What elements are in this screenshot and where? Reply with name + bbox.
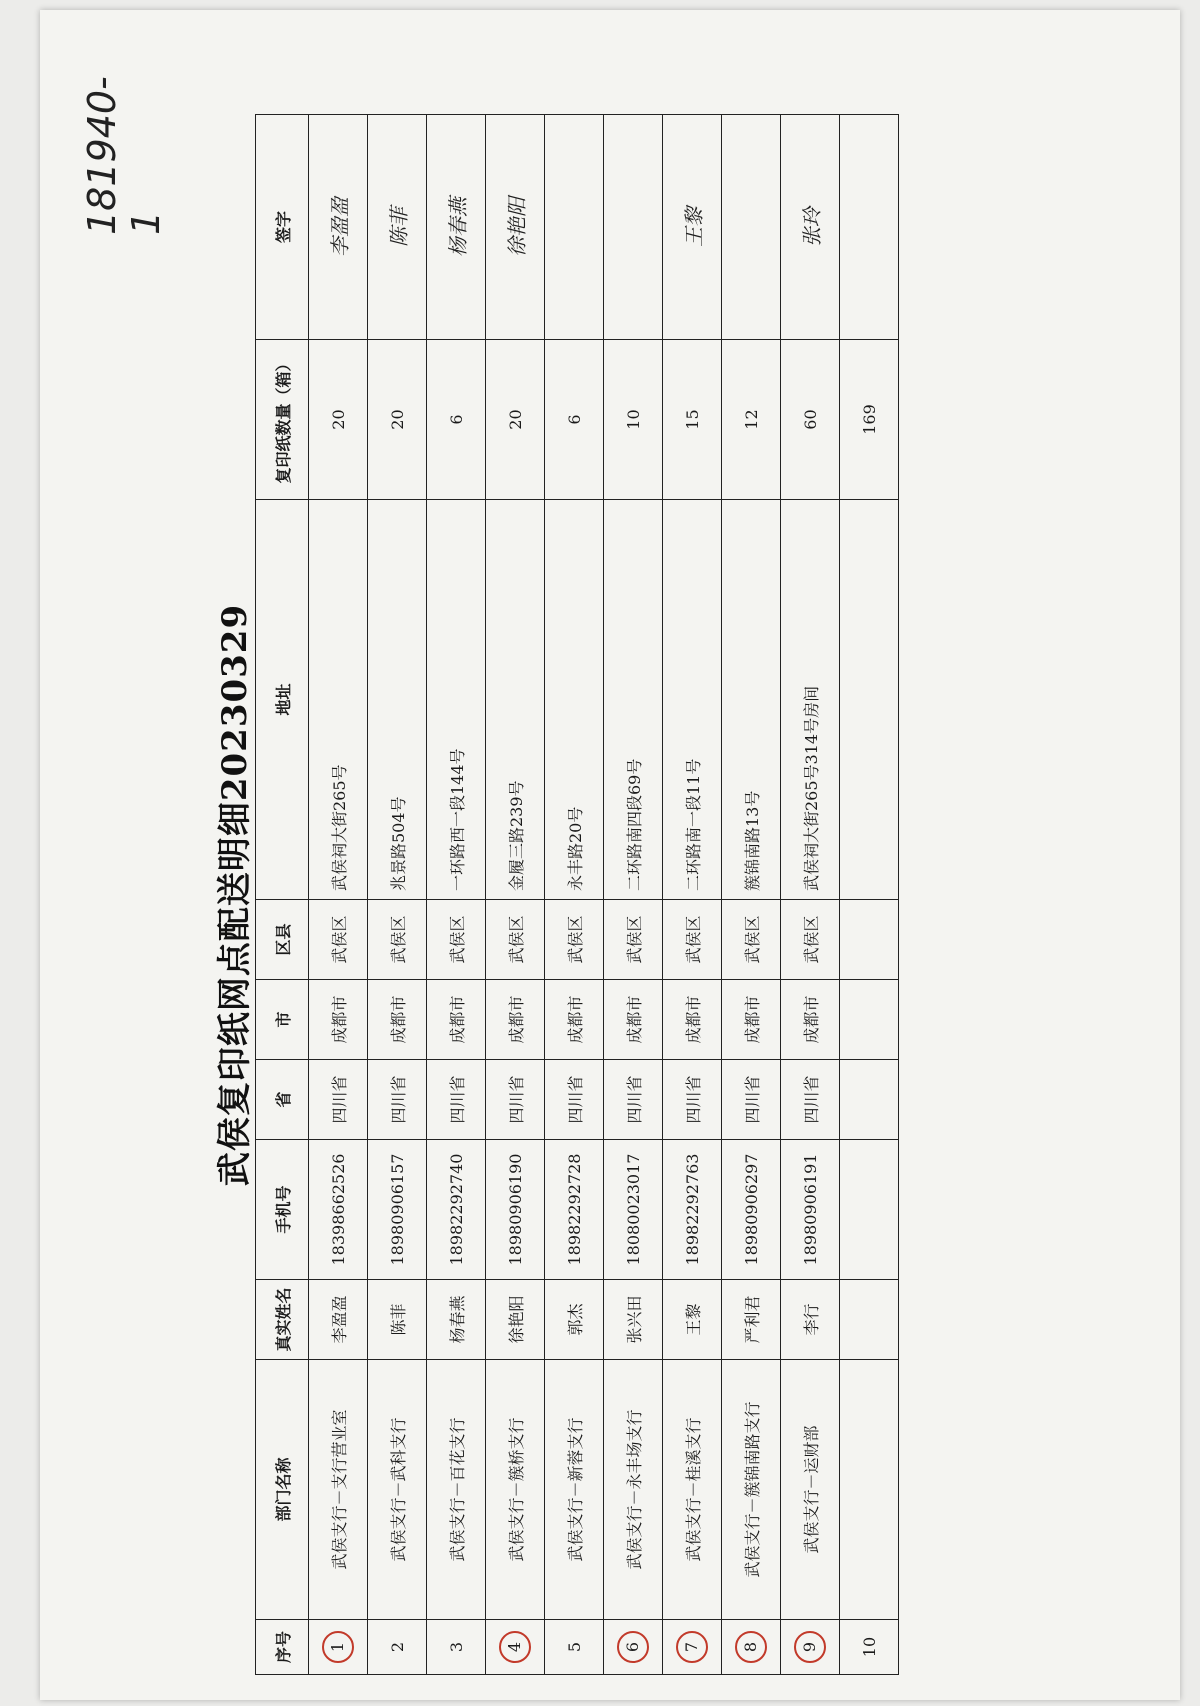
cell-qty-total: 169 [840,340,899,500]
cell-city: 成都市 [309,980,368,1060]
cell-signature [545,115,604,340]
circled-index: 6 [617,1631,649,1663]
cell-district: 武侯区 [781,900,840,980]
table-header-row [256,115,309,1675]
cell-province: 四川省 [545,1060,604,1140]
header-name: 真实姓名 [256,1280,309,1360]
circled-index: 7 [676,1631,708,1663]
cell-phone: 18398662526 [309,1140,368,1280]
header-district: 区县 [256,900,309,980]
cell-district: 武侯区 [545,900,604,980]
header-index: 序号 [256,1620,309,1675]
cell-dept: 武侯支行－百花支行 [427,1360,486,1620]
handwritten-signature: 王黎 [681,207,706,247]
table-row [722,115,781,1675]
cell-city: 成都市 [545,980,604,1060]
cell-address: 武侯祠大街265号314号房间 [781,500,840,900]
cell-dept: 武侯支行－簇锦南路支行 [722,1360,781,1620]
cell-index: 5 [545,1620,604,1675]
cell-name: 严利君 [722,1280,781,1360]
cell-address: 一环路西一段144号 [427,500,486,900]
cell-name: 李行 [781,1280,840,1360]
cell-district: 武侯区 [486,900,545,980]
cell-qty: 10 [604,340,663,500]
cell-district: 武侯区 [604,900,663,980]
cell-dept: 武侯支行－桂溪支行 [663,1360,722,1620]
handwritten-signature: 李盈盈 [327,197,352,257]
cell-district: 武侯区 [368,900,427,980]
paper-sheet [40,10,1180,1700]
cell-index [663,1620,722,1675]
circled-index: 8 [735,1631,767,1663]
cell-name: 杨春燕 [427,1280,486,1360]
cell-name: 王黎 [663,1280,722,1360]
cell-name: 李盈盈 [309,1280,368,1360]
cell-address [840,500,899,900]
cell-address: 兆景路504号 [368,500,427,900]
cell-province: 四川省 [722,1060,781,1140]
cell-address: 金履三路239号 [486,500,545,900]
cell-province: 四川省 [486,1060,545,1140]
cell-province: 四川省 [604,1060,663,1140]
header-dept: 部门名称 [256,1360,309,1620]
cell-dept: 武侯支行－武科支行 [368,1360,427,1620]
cell-province: 四川省 [427,1060,486,1140]
header-address: 地址 [256,500,309,900]
cell-name: 郭杰 [545,1280,604,1360]
cell-signature [427,115,486,340]
rotated-page [80,76,1200,1675]
cell-city: 成都市 [486,980,545,1060]
cell-index [781,1620,840,1675]
cell-index [722,1620,781,1675]
cell-name: 张兴田 [604,1280,663,1360]
cell-signature [781,115,840,340]
cell-signature [663,115,722,340]
circled-index: 9 [794,1631,826,1663]
header-qty: 复印纸数量（箱） [256,340,309,500]
cell-qty: 60 [781,340,840,500]
cell-phone: 18080023017 [604,1140,663,1280]
table-row [368,115,427,1675]
cell-district [840,900,899,980]
cell-province: 四川省 [663,1060,722,1140]
cell-index: 3 [427,1620,486,1675]
cell-name: 陈菲 [368,1280,427,1360]
cell-dept: 武侯支行－永丰场支行 [604,1360,663,1620]
cell-dept: 武侯支行－支行营业室 [309,1360,368,1620]
cell-city: 成都市 [722,980,781,1060]
cell-qty: 20 [309,340,368,500]
handwritten-signature: 张玲 [799,207,824,247]
cell-dept: 武侯支行－运财部 [781,1360,840,1620]
handwritten-signature: 徐艳阳 [504,197,529,257]
circled-index: 1 [322,1631,354,1663]
cell-index [486,1620,545,1675]
cell-name [840,1280,899,1360]
delivery-table [255,114,899,1675]
cell-phone: 18982292763 [663,1140,722,1280]
cell-signature [309,115,368,340]
cell-address: 二环路南一段11号 [663,500,722,900]
cell-district: 武侯区 [722,900,781,980]
cell-index: 10 [840,1620,899,1675]
cell-phone: 18980906191 [781,1140,840,1280]
cell-address: 永丰路20号 [545,500,604,900]
header-signature: 签字 [256,115,309,340]
document-title: 武侯复印纸网点配送明细20230329 [215,603,255,1187]
cell-address: 武侯祠大街265号 [309,500,368,900]
handwritten-signature: 杨春燕 [445,197,470,257]
handwritten-reference: 181940-1 [80,76,168,235]
table-row [604,115,663,1675]
cell-index [309,1620,368,1675]
handwritten-signature: 陈菲 [386,207,411,247]
cell-city: 成都市 [781,980,840,1060]
cell-index: 2 [368,1620,427,1675]
header-city: 市 [256,980,309,1060]
cell-province [840,1060,899,1140]
cell-dept: 武侯支行－新蓉支行 [545,1360,604,1620]
table-row [781,115,840,1675]
cell-district: 武侯区 [663,900,722,980]
cell-city: 成都市 [604,980,663,1060]
header-province: 省 [256,1060,309,1140]
cell-phone: 18980906297 [722,1140,781,1280]
cell-qty: 20 [368,340,427,500]
cell-signature [604,115,663,340]
table-row [427,115,486,1675]
circled-index: 4 [499,1631,531,1663]
cell-province: 四川省 [368,1060,427,1140]
cell-province: 四川省 [781,1060,840,1140]
cell-signature [368,115,427,340]
cell-phone: 18982292728 [545,1140,604,1280]
cell-address: 簇锦南路13号 [722,500,781,900]
cell-district: 武侯区 [427,900,486,980]
cell-qty: 6 [545,340,604,500]
cell-qty: 20 [486,340,545,500]
cell-index [604,1620,663,1675]
cell-signature [840,115,899,340]
cell-dept [840,1360,899,1620]
cell-qty: 12 [722,340,781,500]
cell-city [840,980,899,1060]
cell-name: 徐艳阳 [486,1280,545,1360]
cell-province: 四川省 [309,1060,368,1140]
cell-qty: 6 [427,340,486,500]
table-row [309,115,368,1675]
cell-phone: 18980906157 [368,1140,427,1280]
table-row [486,115,545,1675]
cell-city: 成都市 [368,980,427,1060]
cell-address: 二环路南四段69号 [604,500,663,900]
table-row [545,115,604,1675]
cell-signature [722,115,781,340]
cell-phone: 18980906190 [486,1140,545,1280]
header-phone: 手机号 [256,1140,309,1280]
table-row [840,115,899,1675]
cell-city: 成都市 [427,980,486,1060]
cell-qty: 15 [663,340,722,500]
cell-phone: 18982292740 [427,1140,486,1280]
cell-city: 成都市 [663,980,722,1060]
cell-signature [486,115,545,340]
cell-phone [840,1140,899,1280]
cell-dept: 武侯支行－簇桥支行 [486,1360,545,1620]
table-row [663,115,722,1675]
cell-district: 武侯区 [309,900,368,980]
